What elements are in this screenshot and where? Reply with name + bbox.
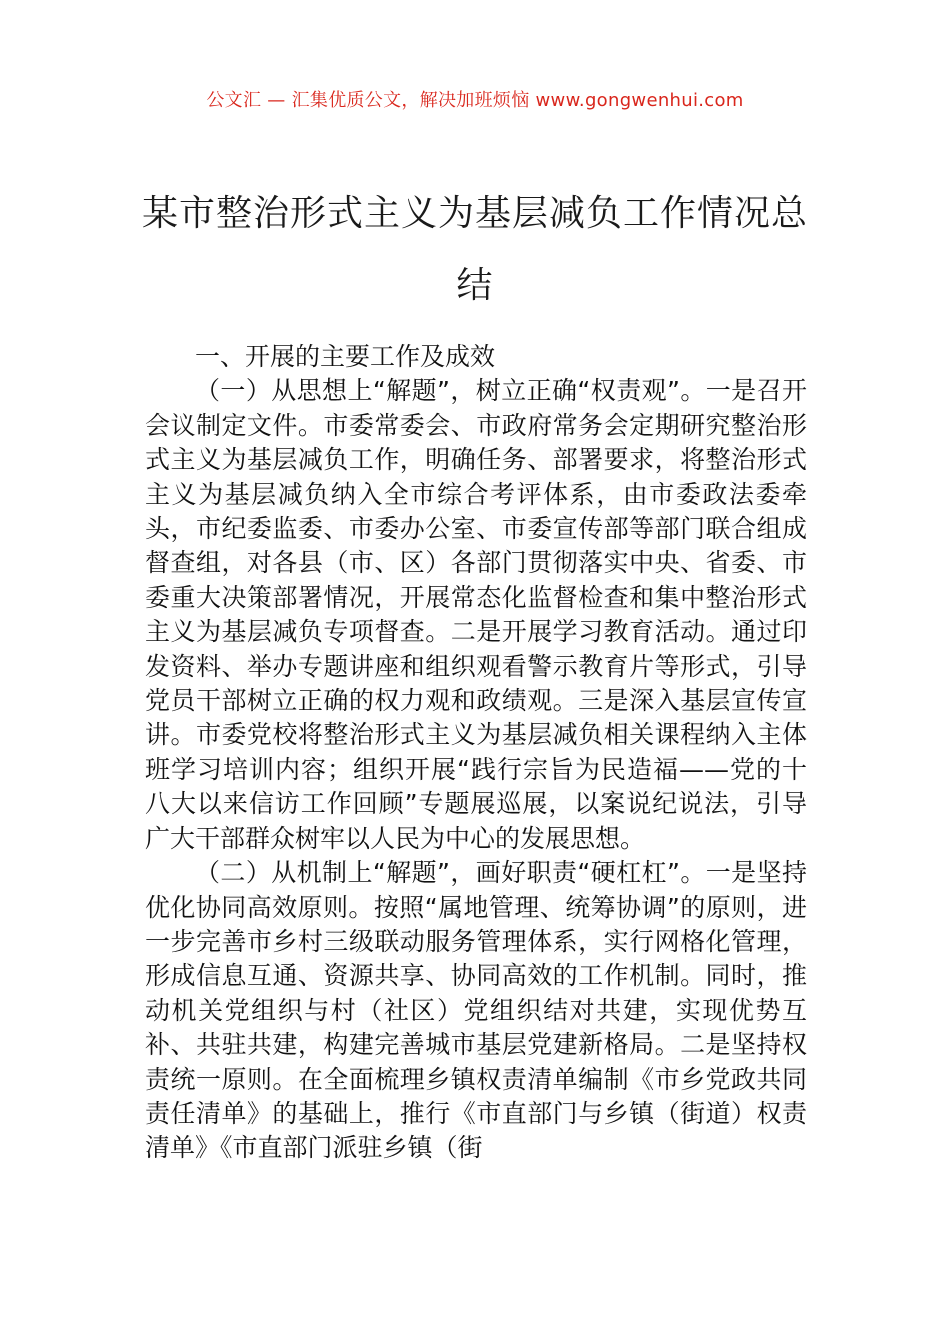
- site-banner: 公文汇 — 汇集优质公文，解决加班烦恼 www.gongwenhui.com: [206, 90, 744, 111]
- paragraph-2: （二）从机制上“解题”，画好职责“硬杠杠”。一是坚持优化协同高效原则。按照“属地管理、统筹协调”的原则，进一步完善市乡村三级联动服务管理体系，实行网格化管理，形成信息互通、资源共享、协同高效的工作机制。同时，推动机关党组织与村（社区）党组织结对共建，实现优势互补、共驻共建，构建完善城市基层党建新格局。二是坚持权责统一原则。在全面梳理乡镇权责清单编制《市乡党政共同责任清单》的基础上，推行《市直部门与乡镇（街道）权责清单》《市直部门派驻乡镇（街: [145, 858, 807, 1163]
- paragraph-1: （一）从思想上“解题”，树立正确“权责观”。一是召开会议制定文件。市委常委会、市政府常务会定期研究整治形式主义为基层减负工作，明确任务、部署要求，将整治形式主义为基层减负纳入全市综合考评体系，由市委政法委牵头，市纪委监委、市委办公室、市委宣传部等部门联合组成督查组，对各县（市、区）各部门贯彻落实中央、省委、市委重大决策部署情况，开展常态化监督检查和集中整治形式主义为基层减负专项督查。二是开展学习教育活动。通过印发资料、举办专题讲座和组织观看警示教育片等形式，引导党员干部树立正确的权力观和政绩观。三是深入基层宣传宣讲。市委党校将整治形式主义为基层减负相关课程纳入主体班学习培训内容；组织开展“践行宗旨为民造福——党的十八大以来信访工作回顾”专题展巡展，以案说纪说法，引导广大干部群众树牢以人民为中心的发展思想。: [145, 376, 807, 853]
- section-heading: 一、开展的主要工作及成效: [195, 342, 496, 371]
- document-body: [145, 340, 807, 1166]
- document-title: 某市整治形式主义为基层减负工作情况总结: [141, 193, 808, 306]
